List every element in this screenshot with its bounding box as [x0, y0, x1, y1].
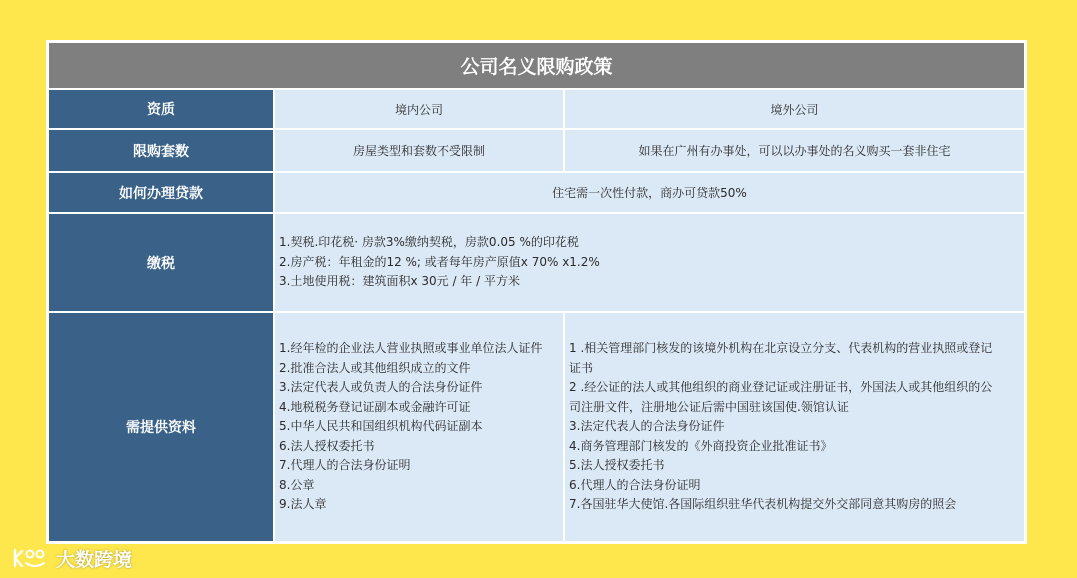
watermark [12, 544, 132, 572]
tax-details [275, 214, 1024, 311]
tax-item-2: 2.房产税：年租金的12 %; 或者每年房产原值x 70% x1.2% [279, 254, 600, 269]
list-item: 7.各国驻华大使馆.各国际组织驻华代表机构提交外交部同意其购房的照会 [569, 497, 957, 512]
list-item: 2.批准合法人或其他组织成立的文件 [279, 360, 471, 375]
loan-value: 住宅需一次性付款，商办可贷款50% [275, 173, 1024, 212]
limit-foreign: 如果在广州有办事处，可以以办事处的名义购买一套非住宅 [565, 130, 1024, 171]
list-item: 6.代理人的合法身份证明 [569, 477, 701, 492]
list-item: 1 .相关管理部门核发的该境外机构在北京设立分支、代表机构的营业执照或登记 [569, 341, 993, 356]
logo-icon [12, 546, 50, 570]
tax-item-3: 3.土地使用税：建筑面积x 30元 / 年 / 平方米 [279, 274, 520, 289]
policy-table [46, 40, 1027, 544]
qualification-domestic: 境内公司 [275, 90, 563, 128]
docs-foreign [565, 313, 1024, 541]
list-item: 证书 [569, 360, 594, 375]
list-item: 3.法定代表人或负责人的合法身份证件 [279, 380, 483, 395]
limit-domestic: 房屋类型和套数不受限制 [275, 130, 563, 171]
list-item: 4.地税税务登记证副本或金融许可证 [279, 399, 471, 414]
list-item: 司注册文件，注册地公证后需中国驻该国使.领馆认证 [569, 399, 849, 414]
list-item: 5.中华人民共和国组织机构代码证副本 [279, 419, 483, 434]
list-item: 8.公章 [279, 477, 315, 492]
list-item: 7.代理人的合法身份证明 [279, 458, 411, 473]
tax-item-1: 1.契税.印花税· 房款3%缴纳契税，房款0.05 %的印花税 [279, 235, 579, 250]
docs-domestic [275, 313, 563, 541]
row-header-docs: 需提供资料 [49, 313, 273, 541]
list-item: 4.商务管理部门核发的《外商投资企业批准证书》 [569, 438, 833, 453]
row-header-limit: 限购套数 [49, 130, 273, 171]
row-header-tax: 缴税 [49, 214, 273, 311]
watermark-text: 大数跨境 [56, 548, 133, 571]
list-item: 1.经年检的企业法人营业执照或事业单位法人证件 [279, 341, 543, 356]
list-item: 3.法定代表人的合法身份证件 [569, 419, 725, 434]
list-item: 9.法人章 [279, 497, 327, 512]
row-header-qualification: 资质 [49, 90, 273, 128]
qualification-foreign: 境外公司 [565, 90, 1024, 128]
row-header-loan: 如何办理贷款 [49, 173, 273, 212]
list-item: 2 .经公证的法人或其他组织的商业登记证或注册证书，外国法人或其他组织的公 [569, 380, 993, 395]
list-item: 5.法人授权委托书 [569, 458, 665, 473]
list-item: 6.法人授权委托书 [279, 438, 375, 453]
table-title: 公司名义限购政策 [49, 43, 1024, 88]
